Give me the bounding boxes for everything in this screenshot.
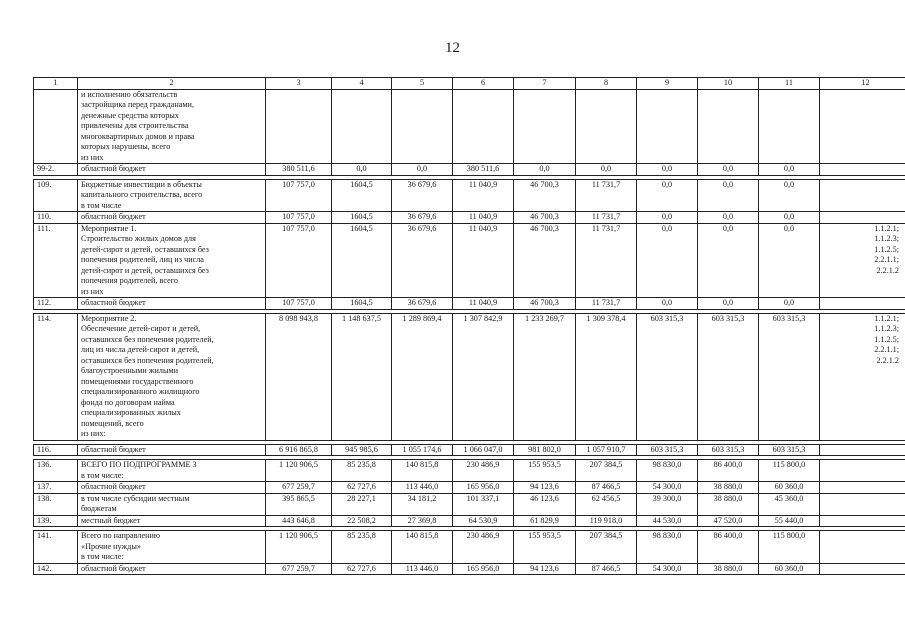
column-header: 9 bbox=[637, 78, 698, 90]
value-cell: 380 511,6 bbox=[266, 164, 332, 176]
value-cell: 11 040,9 bbox=[453, 179, 514, 212]
value-cell: 0,0 bbox=[698, 164, 759, 176]
description-line: многоквартирных домов и права bbox=[81, 131, 195, 141]
value-cell: 85 235,8 bbox=[332, 460, 392, 482]
value-cell: 11 731,7 bbox=[576, 179, 637, 212]
value-cell: 1 309 378,4 bbox=[576, 313, 637, 440]
value-cell: 603 315,3 bbox=[698, 444, 759, 456]
row-description bbox=[78, 531, 266, 564]
row-number: 138. bbox=[34, 493, 78, 515]
value-cell: 38 880,0 bbox=[698, 482, 759, 494]
column-header: 12 bbox=[820, 78, 905, 90]
description-line: областной бюджет bbox=[81, 164, 146, 173]
row-number: 112. bbox=[34, 298, 78, 310]
column-number-header-row bbox=[34, 78, 905, 90]
reference-code: 2.2.1.1; bbox=[874, 345, 899, 354]
column-header: 5 bbox=[392, 78, 453, 90]
value-cell: 603 315,3 bbox=[637, 444, 698, 456]
value-cell: 11 040,9 bbox=[453, 223, 514, 298]
value-cell: 1604,5 bbox=[332, 179, 392, 212]
value-cell: 443 646,8 bbox=[266, 515, 332, 527]
value-cell: 11 731,7 bbox=[576, 212, 637, 224]
table-row bbox=[34, 444, 905, 456]
value-cell: 1 307 842,9 bbox=[453, 313, 514, 440]
description-line: Обеспечение детей-сирот и детей, bbox=[81, 324, 201, 333]
value-cell: 0,0 bbox=[759, 298, 820, 310]
reference-cell bbox=[820, 89, 905, 164]
column-header: 11 bbox=[759, 78, 820, 90]
reference-cell bbox=[820, 444, 905, 456]
description-line: Всего по направлению bbox=[81, 531, 161, 540]
value-cell: 0,0 bbox=[637, 164, 698, 176]
value-cell bbox=[392, 89, 453, 164]
row-description bbox=[78, 563, 266, 575]
reference-cell bbox=[820, 531, 905, 564]
value-cell: 101 337,1 bbox=[453, 493, 514, 515]
value-cell: 94 123,6 bbox=[514, 563, 576, 575]
value-cell: 115 800,0 bbox=[759, 460, 820, 482]
value-cell: 107 757,0 bbox=[266, 223, 332, 298]
value-cell: 46 700,3 bbox=[514, 179, 576, 212]
value-cell bbox=[332, 89, 392, 164]
value-cell: 0,0 bbox=[514, 164, 576, 176]
description-line: бюджетам bbox=[81, 504, 117, 513]
value-cell: 60 360,0 bbox=[759, 482, 820, 494]
value-cell bbox=[266, 89, 332, 164]
value-cell: 27 369,8 bbox=[392, 515, 453, 527]
description-line: специализированных жилых bbox=[81, 408, 181, 417]
reference-code: 1.1.2.3; bbox=[874, 324, 899, 333]
reference-code: 1.1.2.1; bbox=[874, 223, 899, 233]
value-cell: 36 679,6 bbox=[392, 212, 453, 224]
column-header: 1 bbox=[34, 78, 78, 90]
value-cell: 1604,5 bbox=[332, 298, 392, 310]
reference-code: 1.1.2.1; bbox=[874, 313, 899, 323]
value-cell: 1 289 869,4 bbox=[392, 313, 453, 440]
description-line: местный бюджет bbox=[81, 515, 141, 525]
description-line: в том числе субсидии местным bbox=[81, 493, 190, 503]
value-cell: 11 731,7 bbox=[576, 223, 637, 298]
reference-code: 1.1.2.3; bbox=[874, 234, 899, 243]
description-line: помещений, всего bbox=[81, 418, 144, 428]
description-line: попечения родителей, лиц из числа bbox=[81, 255, 204, 264]
value-cell: 0,0 bbox=[392, 164, 453, 176]
reference-code: 1.1.2.5; bbox=[874, 334, 899, 344]
value-cell: 62 727,6 bbox=[332, 482, 392, 494]
row-description bbox=[78, 164, 266, 176]
reference-cell bbox=[820, 212, 905, 224]
description-line: областной бюджет bbox=[81, 444, 146, 454]
column-header: 4 bbox=[332, 78, 392, 90]
value-cell: 8 098 943,8 bbox=[266, 313, 332, 440]
value-cell: 60 360,0 bbox=[759, 563, 820, 575]
row-description bbox=[78, 89, 266, 164]
reference-cell bbox=[820, 563, 905, 575]
value-cell: 55 440,0 bbox=[759, 515, 820, 527]
row-description bbox=[78, 493, 266, 515]
value-cell: 0,0 bbox=[698, 298, 759, 310]
description-line: капитального строительства, всего bbox=[81, 190, 203, 199]
row-number: 110. bbox=[34, 212, 78, 224]
value-cell: 46 700,3 bbox=[514, 298, 576, 310]
description-line: оставшихся без попечения родителей, bbox=[81, 334, 214, 344]
value-cell: 677 259,7 bbox=[266, 482, 332, 494]
row-number: 142. bbox=[34, 563, 78, 575]
value-cell: 0,0 bbox=[576, 164, 637, 176]
value-cell bbox=[453, 89, 514, 164]
description-line: помещениями государственного bbox=[81, 376, 194, 386]
value-cell: 28 227,1 bbox=[332, 493, 392, 515]
column-header: 6 bbox=[453, 78, 514, 90]
value-cell bbox=[514, 89, 576, 164]
description-line: ВСЕГО ПО ПОДПРОГРАММЕ 3 bbox=[81, 460, 197, 469]
column-header: 7 bbox=[514, 78, 576, 90]
value-cell: 34 181,2 bbox=[392, 493, 453, 515]
description-line: специализированного жилищного bbox=[81, 387, 200, 396]
value-cell: 98 830,0 bbox=[637, 460, 698, 482]
value-cell bbox=[759, 89, 820, 164]
row-number: 116. bbox=[34, 444, 78, 456]
value-cell: 207 384,5 bbox=[576, 531, 637, 564]
description-line: из них bbox=[81, 286, 104, 296]
value-cell: 230 486,9 bbox=[453, 531, 514, 564]
row-number: 109. bbox=[34, 179, 78, 212]
value-cell: 0,0 bbox=[637, 179, 698, 212]
description-line: Мероприятие 1. bbox=[81, 223, 137, 233]
reference-cell bbox=[820, 298, 905, 310]
value-cell: 36 679,6 bbox=[392, 223, 453, 298]
row-number: 141. bbox=[34, 531, 78, 564]
description-line: которых нарушены, всего bbox=[81, 142, 171, 151]
value-cell: 107 757,0 bbox=[266, 298, 332, 310]
value-cell: 0,0 bbox=[759, 179, 820, 212]
value-cell: 0,0 bbox=[759, 212, 820, 224]
value-cell: 36 679,6 bbox=[392, 298, 453, 310]
description-line: Мероприятие 2. bbox=[81, 313, 137, 323]
column-header: 10 bbox=[698, 78, 759, 90]
value-cell: 44 530,0 bbox=[637, 515, 698, 527]
value-cell: 85 235,8 bbox=[332, 531, 392, 564]
value-cell: 1 055 174,6 bbox=[392, 444, 453, 456]
row-number: 137. bbox=[34, 482, 78, 494]
row-number: 136. bbox=[34, 460, 78, 482]
description-line: в том числе bbox=[81, 200, 122, 210]
description-line: детей-сирот и детей, оставшихся без bbox=[81, 265, 209, 275]
column-header: 8 bbox=[576, 78, 637, 90]
value-cell: 107 757,0 bbox=[266, 179, 332, 212]
value-cell: 1 057 910,7 bbox=[576, 444, 637, 456]
value-cell: 140 815,8 bbox=[392, 460, 453, 482]
table-row bbox=[34, 482, 905, 494]
table-row bbox=[34, 563, 905, 575]
value-cell: 165 956,0 bbox=[453, 563, 514, 575]
description-line: детей-сирот и детей, оставшихся без bbox=[81, 244, 209, 254]
value-cell: 115 800,0 bbox=[759, 531, 820, 564]
description-line: благоустроенными жилыми bbox=[81, 366, 179, 375]
reference-code: 1.1.2.5; bbox=[874, 244, 899, 254]
value-cell: 113 446,0 bbox=[392, 482, 453, 494]
value-cell: 677 259,7 bbox=[266, 563, 332, 575]
table-row bbox=[34, 460, 905, 482]
value-cell: 0,0 bbox=[759, 223, 820, 298]
description-line: денежные средства которых bbox=[81, 110, 179, 120]
value-cell: 54 300,0 bbox=[637, 563, 698, 575]
reference-code: 2.2.1.2 bbox=[876, 265, 899, 275]
value-cell: 1 066 047,0 bbox=[453, 444, 514, 456]
value-cell: 981 802,0 bbox=[514, 444, 576, 456]
value-cell: 165 956,0 bbox=[453, 482, 514, 494]
description-line: привлечены для строительства bbox=[81, 121, 189, 130]
table-row bbox=[34, 515, 905, 527]
row-number: 99-2. bbox=[34, 164, 78, 176]
row-description bbox=[78, 444, 266, 456]
value-cell: 0,0 bbox=[759, 164, 820, 176]
table-row bbox=[34, 298, 905, 310]
column-header: 2 bbox=[78, 78, 266, 90]
value-cell: 119 918,0 bbox=[576, 515, 637, 527]
table-row bbox=[34, 89, 905, 164]
value-cell: 54 300,0 bbox=[637, 482, 698, 494]
value-cell: 36 679,6 bbox=[392, 179, 453, 212]
value-cell: 22 508,2 bbox=[332, 515, 392, 527]
value-cell: 1 148 637,5 bbox=[332, 313, 392, 440]
value-cell: 0,0 bbox=[698, 223, 759, 298]
description-line: застройщика перед гражданами, bbox=[81, 100, 194, 109]
row-description bbox=[78, 179, 266, 212]
budget-table bbox=[33, 77, 905, 575]
reference-cell bbox=[820, 223, 905, 298]
table-row bbox=[34, 179, 905, 212]
value-cell: 87 466,5 bbox=[576, 563, 637, 575]
table-row bbox=[34, 531, 905, 564]
value-cell: 87 466,5 bbox=[576, 482, 637, 494]
value-cell: 207 384,5 bbox=[576, 460, 637, 482]
reference-cell bbox=[820, 482, 905, 494]
value-cell: 86 400,0 bbox=[698, 531, 759, 564]
value-cell: 0,0 bbox=[637, 212, 698, 224]
value-cell bbox=[698, 89, 759, 164]
value-cell: 1 120 906,5 bbox=[266, 531, 332, 564]
row-description bbox=[78, 482, 266, 494]
value-cell: 113 446,0 bbox=[392, 563, 453, 575]
page-number: 12 bbox=[445, 40, 460, 56]
value-cell: 0,0 bbox=[637, 223, 698, 298]
description-line: лиц из числа детей-сирот и детей, bbox=[81, 345, 200, 354]
value-cell: 0,0 bbox=[332, 164, 392, 176]
column-header: 3 bbox=[266, 78, 332, 90]
value-cell: 86 400,0 bbox=[698, 460, 759, 482]
value-cell: 1 233 269,7 bbox=[514, 313, 576, 440]
value-cell: 62 456,5 bbox=[576, 493, 637, 515]
description-line: областной бюджет bbox=[81, 563, 146, 573]
description-line: областной бюджет bbox=[81, 212, 146, 221]
value-cell: 1604,5 bbox=[332, 223, 392, 298]
value-cell: 38 880,0 bbox=[698, 563, 759, 575]
table-row bbox=[34, 223, 905, 298]
reference-code: 2.2.1.2 bbox=[876, 355, 899, 365]
value-cell: 6 916 865,8 bbox=[266, 444, 332, 456]
value-cell: 107 757,0 bbox=[266, 212, 332, 224]
value-cell: 0,0 bbox=[698, 179, 759, 212]
table-row bbox=[34, 493, 905, 515]
description-line: фонда по договорам найма bbox=[81, 397, 175, 407]
value-cell: 1604,5 bbox=[332, 212, 392, 224]
description-line: Бюджетные инвестиции в объекты bbox=[81, 179, 202, 189]
value-cell: 45 360,0 bbox=[759, 493, 820, 515]
value-cell: 47 520,0 bbox=[698, 515, 759, 527]
value-cell: 11 040,9 bbox=[453, 212, 514, 224]
reference-cell bbox=[820, 313, 905, 440]
value-cell: 62 727,6 bbox=[332, 563, 392, 575]
table-row bbox=[34, 212, 905, 224]
value-cell: 61 829,9 bbox=[514, 515, 576, 527]
row-description bbox=[78, 313, 266, 440]
value-cell: 603 315,3 bbox=[637, 313, 698, 440]
description-line: в том числе: bbox=[81, 552, 124, 561]
reference-cell bbox=[820, 179, 905, 212]
value-cell: 98 830,0 bbox=[637, 531, 698, 564]
value-cell bbox=[637, 89, 698, 164]
value-cell: 0,0 bbox=[698, 212, 759, 224]
value-cell: 140 815,8 bbox=[392, 531, 453, 564]
value-cell: 64 530,9 bbox=[453, 515, 514, 527]
row-description bbox=[78, 212, 266, 224]
row-number bbox=[34, 89, 78, 164]
row-number: 111. bbox=[34, 223, 78, 298]
value-cell: 11 731,7 bbox=[576, 298, 637, 310]
value-cell: 11 040,9 bbox=[453, 298, 514, 310]
value-cell bbox=[576, 89, 637, 164]
table-row bbox=[34, 164, 905, 176]
row-description bbox=[78, 515, 266, 527]
reference-cell bbox=[820, 460, 905, 482]
value-cell: 380 511,6 bbox=[453, 164, 514, 176]
row-description bbox=[78, 298, 266, 310]
value-cell: 39 300,0 bbox=[637, 493, 698, 515]
description-line: оставшихся без попечения родителей, bbox=[81, 355, 214, 365]
row-description bbox=[78, 460, 266, 482]
table-row bbox=[34, 313, 905, 440]
value-cell: 395 865,5 bbox=[266, 493, 332, 515]
reference-cell bbox=[820, 493, 905, 515]
description-line: из них bbox=[81, 152, 104, 162]
value-cell: 46 700,3 bbox=[514, 223, 576, 298]
description-line: областной бюджет bbox=[81, 298, 146, 307]
description-line: областной бюджет bbox=[81, 482, 146, 491]
value-cell: 0,0 bbox=[637, 298, 698, 310]
value-cell: 46 123,6 bbox=[514, 493, 576, 515]
row-description bbox=[78, 223, 266, 298]
value-cell: 603 315,3 bbox=[759, 313, 820, 440]
row-number: 139. bbox=[34, 515, 78, 527]
value-cell: 155 953,5 bbox=[514, 531, 576, 564]
description-line: попечения родителей, всего bbox=[81, 276, 178, 285]
value-cell: 38 880,0 bbox=[698, 493, 759, 515]
value-cell: 945 985,6 bbox=[332, 444, 392, 456]
value-cell: 603 315,3 bbox=[698, 313, 759, 440]
description-line: из них: bbox=[81, 429, 106, 438]
row-number: 114. bbox=[34, 313, 78, 440]
reference-cell bbox=[820, 515, 905, 527]
value-cell: 1 120 906,5 bbox=[266, 460, 332, 482]
reference-cell bbox=[820, 164, 905, 176]
value-cell: 230 486,9 bbox=[453, 460, 514, 482]
value-cell: 94 123,6 bbox=[514, 482, 576, 494]
value-cell: 603 315,3 bbox=[759, 444, 820, 456]
value-cell: 46 700,3 bbox=[514, 212, 576, 224]
value-cell: 155 953,5 bbox=[514, 460, 576, 482]
description-line: «Прочие нужды» bbox=[81, 541, 141, 551]
description-line: в том числе: bbox=[81, 470, 124, 480]
reference-code: 2.2.1.1; bbox=[874, 255, 899, 264]
description-line: Строительство жилых домов для bbox=[81, 234, 196, 243]
description-line: и исполнению обязательств bbox=[81, 89, 178, 99]
